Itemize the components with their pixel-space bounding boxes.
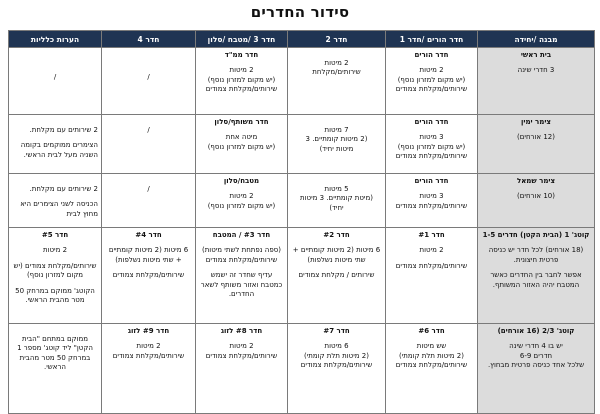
cell-title: חדר ממ"ד: [224, 51, 259, 59]
cell-room1: [386, 324, 478, 414]
cell-line: /: [147, 185, 150, 193]
cell-room2: [288, 174, 386, 228]
cell-room3: [196, 228, 288, 324]
cell-room3: [196, 115, 288, 174]
cell-line: 5 מיטות: [324, 185, 349, 193]
cell-line: יש בו 4 חדרי שינה: [509, 342, 563, 351]
cell-room3: [196, 48, 288, 115]
cell-line: מיטה אחת: [225, 133, 258, 142]
cell-room1: [386, 228, 478, 324]
cell-room4: [102, 324, 196, 414]
cell-notes: [9, 174, 102, 228]
cell-line: שירותים / מקלחת צמודים: [298, 271, 375, 280]
cell-building: [478, 115, 595, 174]
cell-line: (2 מיטות תלת קומתי): [304, 351, 369, 360]
header-room4: חדר 4: [102, 31, 196, 48]
cell-line: עדיף שחדר זה ישמש כמטבח ואזור משותף לשאר החדרים.: [200, 271, 283, 299]
cell-title: חדר הורים: [414, 51, 449, 59]
header-row: [9, 31, 595, 48]
cell-line: 2 מיטות: [324, 59, 349, 67]
cell-room2: [288, 324, 386, 414]
cell-line: 2 שירותים עם מקלחת.: [29, 126, 98, 134]
cell-line: 6 מיטות: [324, 342, 349, 351]
cell-line: 3 מיטות: [419, 192, 444, 201]
cell-line: שירותים/מקלחת צמודים: [395, 85, 468, 94]
table-row: [9, 115, 595, 174]
cell-title: מטבח/סלון: [223, 177, 260, 185]
cell-line: 3 חדרי שינה: [517, 66, 555, 75]
cell-notes: [9, 115, 102, 174]
cell-line: שירותים/מקלחת צמודים: [395, 152, 468, 161]
table-row: [9, 324, 595, 414]
cell-title: חדר #7: [323, 327, 350, 335]
cell-building: [478, 228, 595, 324]
cell-title: חדר #8 לזוג: [220, 327, 263, 335]
cell-title: חדר משותף/סלון: [214, 118, 269, 126]
cell-line: /: [53, 73, 57, 81]
cell-line: 2 שירותים עם מקלחת.: [29, 185, 98, 193]
table-row: [9, 48, 595, 115]
cell-title: חדר הורים: [414, 118, 449, 126]
cell-line: 2 מיטות: [229, 192, 254, 201]
cell-line: 3 מיטות: [419, 133, 444, 142]
cell-title: צימר ימין: [521, 118, 551, 126]
cell-line: שירותים/מקלחת צמודים (יש מקום למזרון נוסף): [13, 261, 97, 280]
cell-title: חדר #6: [418, 327, 445, 335]
cell-room1: [386, 48, 478, 115]
cell-title: צימר שמאל: [516, 177, 556, 185]
cell-room4: [102, 174, 196, 228]
cell-line: שירותים/מקלחת צמודים: [205, 85, 278, 94]
cell-line: מיטות יחיד): [319, 144, 354, 153]
cell-line: (18 אורחים) לכל חדר יש כניסה פרטית חיצונית.: [488, 246, 584, 264]
cell-line: יחיד): [329, 203, 344, 212]
cell-room3: [196, 324, 288, 414]
cell-line: (יש מקום למזרון נוסף): [397, 142, 466, 151]
cell-line: שירותים/מקלחת צמודים: [112, 351, 185, 360]
cell-line: שירותים/מקלחת צמודים: [395, 261, 468, 270]
page-title: סידור החדרים: [250, 3, 350, 21]
cell-line: שלכל אחד כניסה פרטית מבחוץ.: [487, 361, 585, 370]
cell-title: קוטג' 2/3 (16 אורחים): [497, 327, 575, 335]
header-room2: חדר 2: [288, 31, 386, 48]
cell-line: (יש מקום למזרון נוסף): [207, 142, 276, 151]
cell-title: קוטג' 1 (הבית הקטן) חדרים 1-5: [482, 231, 590, 239]
cell-line: 2 מיטות: [42, 246, 68, 255]
cell-line: 2 מיטות: [419, 66, 444, 75]
cell-line: (יש מקום למזרון נוסף): [397, 75, 466, 84]
cell-line: (יש מקום למזרון נוסף): [207, 201, 276, 210]
cell-line: /: [147, 73, 150, 81]
cell-line: (מיטת קומתיים. 3 מיטות: [300, 194, 373, 203]
cell-notes: [9, 228, 102, 324]
cell-room4: [102, 228, 196, 324]
cell-room1: [386, 115, 478, 174]
cell-line: במרחק 50 מטר מהבית הראשי.: [19, 353, 91, 372]
cell-room1: [386, 174, 478, 228]
cell-line: 2 מיטות: [419, 246, 444, 255]
table-row: [9, 228, 595, 324]
cell-line: שירותים/מקלחת: [312, 68, 361, 77]
cell-line: 2 מיטות: [229, 66, 254, 75]
cell-line: שירותים/מקלחת צמודים: [112, 271, 185, 280]
cell-title: בית ראשי: [520, 51, 552, 59]
cell-line: חדרים 6-9: [519, 351, 553, 360]
cell-line: הצימרים ממוקמים בקומה השניה מעל לבית הראשי.: [20, 141, 98, 159]
cell-line: (10 אורחים): [517, 192, 555, 201]
cell-title: חדר #2: [323, 231, 350, 239]
cell-notes: [9, 324, 102, 414]
cell-room2: [288, 48, 386, 115]
table-row: [9, 174, 595, 228]
cell-room2: [288, 228, 386, 324]
cell-building: [478, 48, 595, 115]
cell-line: ממוקם במתחם "הבית הקטן" ליד קוטג' מספר 1: [17, 335, 93, 353]
cell-line: (2 מיטות קומתיים. 3: [305, 135, 368, 144]
header-room1: חדר הורים /חדר 1: [386, 31, 478, 48]
cell-title: חדר #4: [135, 231, 162, 239]
header-building: מבנה /יחידה: [478, 31, 595, 48]
cell-line: 7 מיטות: [324, 126, 349, 134]
cell-title: חדר #1: [418, 231, 445, 239]
cell-line: 6 מיטות (2 מיטות קומתיים + שתי מיטות נשלפות): [108, 246, 189, 264]
cell-room3: [196, 174, 288, 228]
cell-line: שירותים/מקלחת צמודים: [205, 351, 278, 360]
cell-room4: [102, 115, 196, 174]
cell-line: 2 מיטות: [136, 342, 161, 351]
cell-line: הכניסה לשני הצימרים היא מחוץ לבית: [20, 200, 98, 218]
cell-line: (12 אורחים): [517, 133, 555, 142]
cell-line: (יש מקום למזרון נוסף): [207, 75, 276, 84]
cell-line: הקוטג' ממוקם במרחק 50 מטר מהבית הראשי.: [15, 286, 95, 305]
cell-line: 2 מיטות: [229, 342, 254, 351]
cell-building: [478, 174, 595, 228]
cell-line: שירותים/מקלחת צמודים: [395, 201, 468, 210]
cell-line: (2 מיטות תלת קומתי): [399, 351, 464, 360]
cell-title: חדר #5: [41, 231, 69, 239]
cell-room2: [288, 115, 386, 174]
cell-line: 6 מיטות (2 מיטות קומתיים + שתי מיטות נשלפות): [292, 246, 381, 264]
cell-notes: [9, 48, 102, 115]
cell-line: שש מיטות: [416, 342, 447, 351]
cell-line: שירותים/מקלחת צמודים: [395, 361, 468, 370]
cell-title: חדר הורים: [414, 177, 449, 185]
cell-title: חדר #9 לזוג: [127, 327, 170, 335]
header-room3: חדר 3 /מטבח /סלון: [196, 31, 288, 48]
cell-line: (ספה נפתחת לשתי מיטות) שירותים/מקלחת צמודים: [201, 246, 282, 264]
cell-line: אפשר לחבר בין החדרים כאשר המטבח יהיה האזור המשותף.: [490, 271, 582, 289]
cell-title: חדר #3 / המטבח: [212, 231, 271, 239]
cell-line: שירותים/מקלחת צמודים: [300, 361, 373, 370]
header-notes: הערות כלליות: [9, 31, 102, 48]
rooms-table: [8, 30, 595, 414]
cell-line: /: [147, 126, 150, 134]
cell-room4: [102, 48, 196, 115]
cell-building: [478, 324, 595, 414]
